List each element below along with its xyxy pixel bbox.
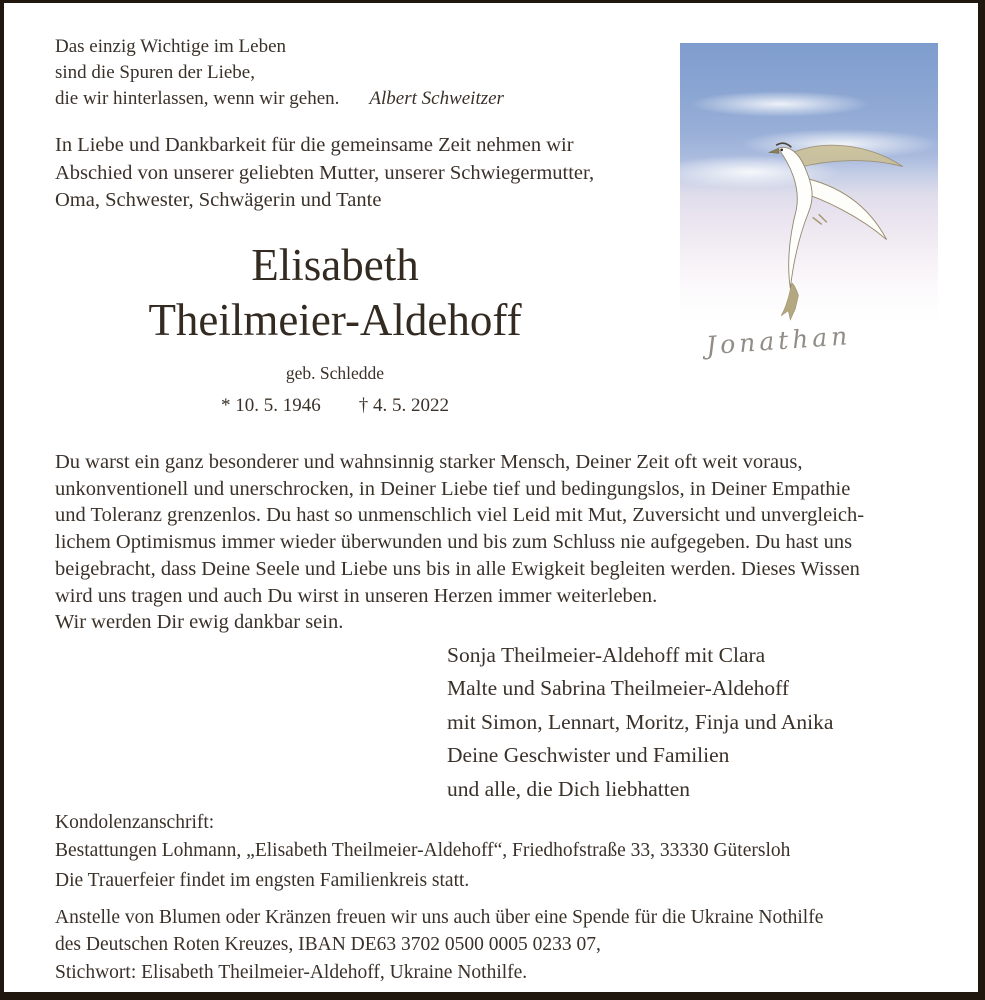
intro-line: Oma, Schwester, Schwägerin und Tante xyxy=(55,189,382,211)
mourner-line: Deine Geschwister und Familien xyxy=(447,743,730,768)
quote-line: die wir hinterlassen, wenn wir gehen. Albert Schweitzer xyxy=(55,88,504,109)
tribute-line: Du warst ein ganz besonderer und wahnsinnig starker Mensch, Deiner Zeit oft weit voraus, xyxy=(55,451,803,473)
mourner-line: Malte und Sabrina Theilmeier-Aldehoff xyxy=(447,676,790,701)
seagull-icon xyxy=(768,136,910,324)
intro-line: In Liebe und Dankbarkeit für die gemeinsame Zeit nehmen wir xyxy=(55,134,574,156)
mourner-line: und alle, die Dich liebhatten xyxy=(447,776,690,801)
deceased-name-block xyxy=(57,239,613,417)
donation-line: des Deutschen Roten Kreuzes, IBAN DE63 3702 0500 0005 0233 07, xyxy=(55,934,601,956)
cloud-streak xyxy=(690,91,870,117)
maiden-name: geb. Schledde xyxy=(285,363,385,383)
donation-line: Anstelle von Blumen oder Kränzen freuen wir uns auch über eine Spende für die Ukraine Nothilfe xyxy=(55,907,824,928)
intro-paragraph xyxy=(55,132,594,215)
deceased-first-name: Elisabeth xyxy=(251,240,419,290)
quote-line: Das einzig Wichtige im Leben xyxy=(55,36,287,57)
artwork-signature: Jonathan xyxy=(705,321,853,361)
tribute-line: und Toleranz grenzenlos. Du hast so unmenschlich viel Leid mit Mut, Zuversicht und unvergleich- xyxy=(55,504,865,527)
tribute-line: unkonventionell und unerschrocken, in Deiner Liebe tief und bedingungslos, in Deiner Empathie xyxy=(55,477,851,500)
donation-line: Stichwort: Elisabeth Theilmeier-Aldehoff, Ukraine Nothilfe. xyxy=(55,961,528,983)
tribute-paragraph xyxy=(55,449,864,636)
life-dates xyxy=(57,395,613,417)
quote-attribution: Albert Schweitzer xyxy=(369,88,504,109)
mourners-list xyxy=(447,639,833,806)
funeral-notice: Die Trauerfeier findet im engsten Familienkreis statt. xyxy=(55,870,470,891)
intro-line: Abschied von unserer geliebten Mutter, unserer Schwiegermutter, xyxy=(55,161,595,184)
opening-quote xyxy=(55,34,504,112)
mourner-line: mit Simon, Lennart, Moritz, Finja und Anika xyxy=(447,709,834,734)
condolence-address: Bestattungen Lohmann, „Elisabeth Theilmeier-Aldehoff“, Friedhofstraße 33, 33330 Gütersloh xyxy=(55,839,791,861)
tribute-line: wird uns tragen und auch Du wirst in unseren Herzen immer weiterleben. xyxy=(55,584,658,607)
death-date: † 4. 5. 2022 xyxy=(358,395,449,416)
quote-line: sind die Spuren der Liebe, xyxy=(55,62,255,83)
tribute-line: beigebracht, dass Deine Seele und Liebe uns bis in alle Ewigkeit begleiten werden. Dieses Wissen xyxy=(55,557,860,580)
condolence-block xyxy=(55,809,790,864)
birth-date: * 10. 5. 1946 xyxy=(221,395,321,416)
condolence-label: Kondolenzanschrift: xyxy=(55,812,215,833)
tribute-line: lichem Optimismus immer wieder überwunden und bis zum Schluss nie aufgegeben. Du hast uns xyxy=(55,531,853,554)
tribute-line: Wir werden Dir ewig dankbar sein. xyxy=(55,611,344,634)
seagull-watercolor xyxy=(680,43,938,375)
donation-block xyxy=(55,904,823,986)
mourner-line: Sonja Theilmeier-Aldehoff mit Clara xyxy=(447,643,766,667)
deceased-last-name: Theilmeier-Aldehoff xyxy=(148,295,522,345)
